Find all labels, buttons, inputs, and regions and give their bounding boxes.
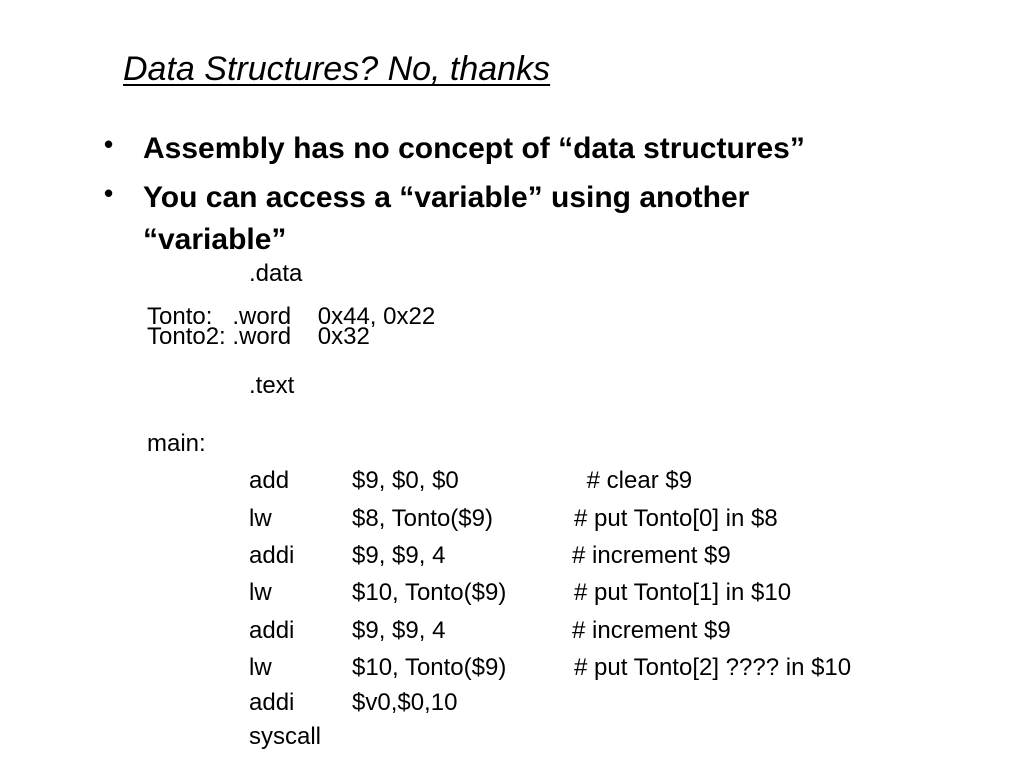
- operands: $8, Tonto($9): [352, 505, 493, 532]
- comment: # put Tonto[0] in $8: [574, 505, 778, 532]
- operands: $v0,$0,10: [352, 689, 458, 716]
- tonto-declaration: Tonto: .word 0x44, 0x22: [147, 303, 436, 330]
- comment: # clear $9: [580, 467, 693, 494]
- bullet-item: You can access a “variable” using another “variable”: [143, 181, 750, 256]
- comment: # increment $9: [572, 542, 731, 569]
- comment: # put Tonto[1] in $10: [574, 579, 792, 606]
- opcode: addi: [249, 542, 295, 569]
- opcode: addi: [249, 689, 295, 716]
- operands: $9, $0, $0: [352, 467, 459, 494]
- data-directive: .data: [249, 260, 303, 287]
- bullet-item: Assembly has no concept of “data structures”: [143, 132, 805, 165]
- bullet-marker: •: [104, 129, 114, 159]
- opcode: lw: [249, 654, 272, 681]
- bullet-marker: •: [104, 178, 114, 208]
- opcode: add: [249, 467, 290, 494]
- comment: # put Tonto[2] ???? in $10: [574, 654, 852, 681]
- operands: $9, $9, 4: [352, 617, 446, 644]
- operands: $9, $9, 4: [352, 542, 446, 569]
- text-directive: .text: [249, 372, 295, 399]
- opcode: addi: [249, 617, 295, 644]
- main-label: main:: [147, 430, 206, 457]
- opcode: lw: [249, 579, 272, 606]
- opcode: syscall: [249, 723, 322, 750]
- tonto2-declaration: Tonto2: .word 0x32: [147, 323, 370, 350]
- operands: $10, Tonto($9): [352, 654, 507, 681]
- comment: # increment $9: [572, 617, 731, 644]
- operands: $10, Tonto($9): [352, 579, 507, 606]
- opcode: lw: [249, 505, 272, 532]
- slide-title: Data Structures? No, thanks: [123, 50, 551, 88]
